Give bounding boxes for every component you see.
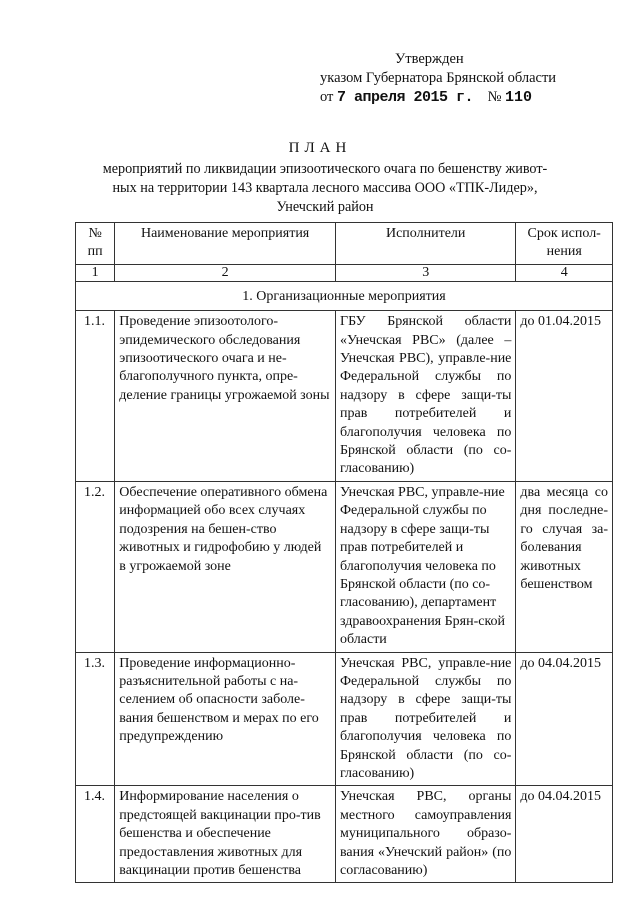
approval-authority: указом Губернатора Брянской области xyxy=(320,70,557,86)
row-term: до 04.04.2015 xyxy=(516,786,613,883)
section-row xyxy=(76,281,613,310)
subtitle-line: ных на территории 143 квартала лесного массива ООО «ТПК-Лидер», xyxy=(112,180,538,196)
row-name: Проведение информационно-разъяснительной работы с на-селением об опасности заболе-вания бешенством и мерах по его предупреждению xyxy=(115,652,336,786)
approval-number: 110 xyxy=(505,89,533,106)
approval-date: 7 апреля 2015 г. xyxy=(337,89,474,106)
row-executor: ГБУ Брянской области «Унечская РВС» (далее – Унечская РВС), управле-ние Федеральной службы по надзору в сфере защи-ты прав потребителей и благополучия человека по Брянской области (по со-гласованию) xyxy=(336,311,516,482)
header-name: Наименование мероприятия xyxy=(115,223,336,265)
header-executor: Исполнители xyxy=(336,223,516,265)
column-number-row xyxy=(76,264,613,281)
header-row xyxy=(76,223,613,265)
row-num: 1.4. xyxy=(76,786,115,883)
row-name: Информирование населения о предстоящей вакцинации про-тив бешенства и обеспечение предоставления животных для вакцинации против бешенства xyxy=(115,786,336,883)
column-number: 1 xyxy=(76,264,115,281)
column-number: 2 xyxy=(115,264,336,281)
header-num: № пп xyxy=(76,223,115,265)
row-num: 1.3. xyxy=(76,652,115,786)
row-num: 1.1. xyxy=(76,311,115,482)
approval-title: Утвержден xyxy=(395,51,464,67)
plan-table xyxy=(75,222,613,883)
row-term: до 04.04.2015 xyxy=(516,652,613,786)
document-title: ПЛАН xyxy=(288,140,352,156)
header-term: Срок испол-нения xyxy=(516,223,613,265)
row-term: два месяца со дня последне-го случая за-болевания животных бешенством xyxy=(516,481,613,652)
table-row xyxy=(76,786,613,883)
row-name: Проведение эпизоотолого-эпидемического обследования эпизоотического очага и не-благополучного пункта, опре-деление границы угрожаемой зоны xyxy=(115,311,336,482)
table-row xyxy=(76,311,613,482)
table-row xyxy=(76,481,613,652)
column-number: 3 xyxy=(336,264,516,281)
row-executor: Унечская РВС, управле-ние Федеральной службы по надзору в сфере защи-ты прав потребителей и благополучия человека по Брянской области (по со-гласованию), департамент здравоохранения Брян-ской области xyxy=(336,481,516,652)
row-name: Обеспечение оперативного обмена информацией обо всех случаях подозрения на бешен-ство животных и гидрофобию у людей в угрожаемой зоне xyxy=(115,481,336,652)
column-number: 4 xyxy=(516,264,613,281)
section-title: 1. Организационные мероприятия xyxy=(76,281,613,310)
approval-date-line xyxy=(320,88,556,107)
number-label: № xyxy=(487,89,502,105)
row-executor: Унечская РВС, органы местного самоуправления муниципального образо-вания «Унечский район» (по согласованию) xyxy=(336,786,516,883)
subtitle-line: Унечский район xyxy=(276,199,374,215)
document-subtitle xyxy=(95,160,555,217)
table-row xyxy=(76,652,613,786)
subtitle-line: мероприятий по ликвидации эпизоотического очага по бешенству живот- xyxy=(102,161,548,177)
date-prefix: от xyxy=(320,89,334,105)
row-term: до 01.04.2015 xyxy=(516,311,613,482)
approval-stamp xyxy=(320,50,556,107)
row-num: 1.2. xyxy=(76,481,115,652)
row-executor: Унечская РВС, управле-ние Федеральной службы по надзору в сфере защи-ты прав потребителей и благополучия человека по Брянской области (по со-гласованию) xyxy=(336,652,516,786)
